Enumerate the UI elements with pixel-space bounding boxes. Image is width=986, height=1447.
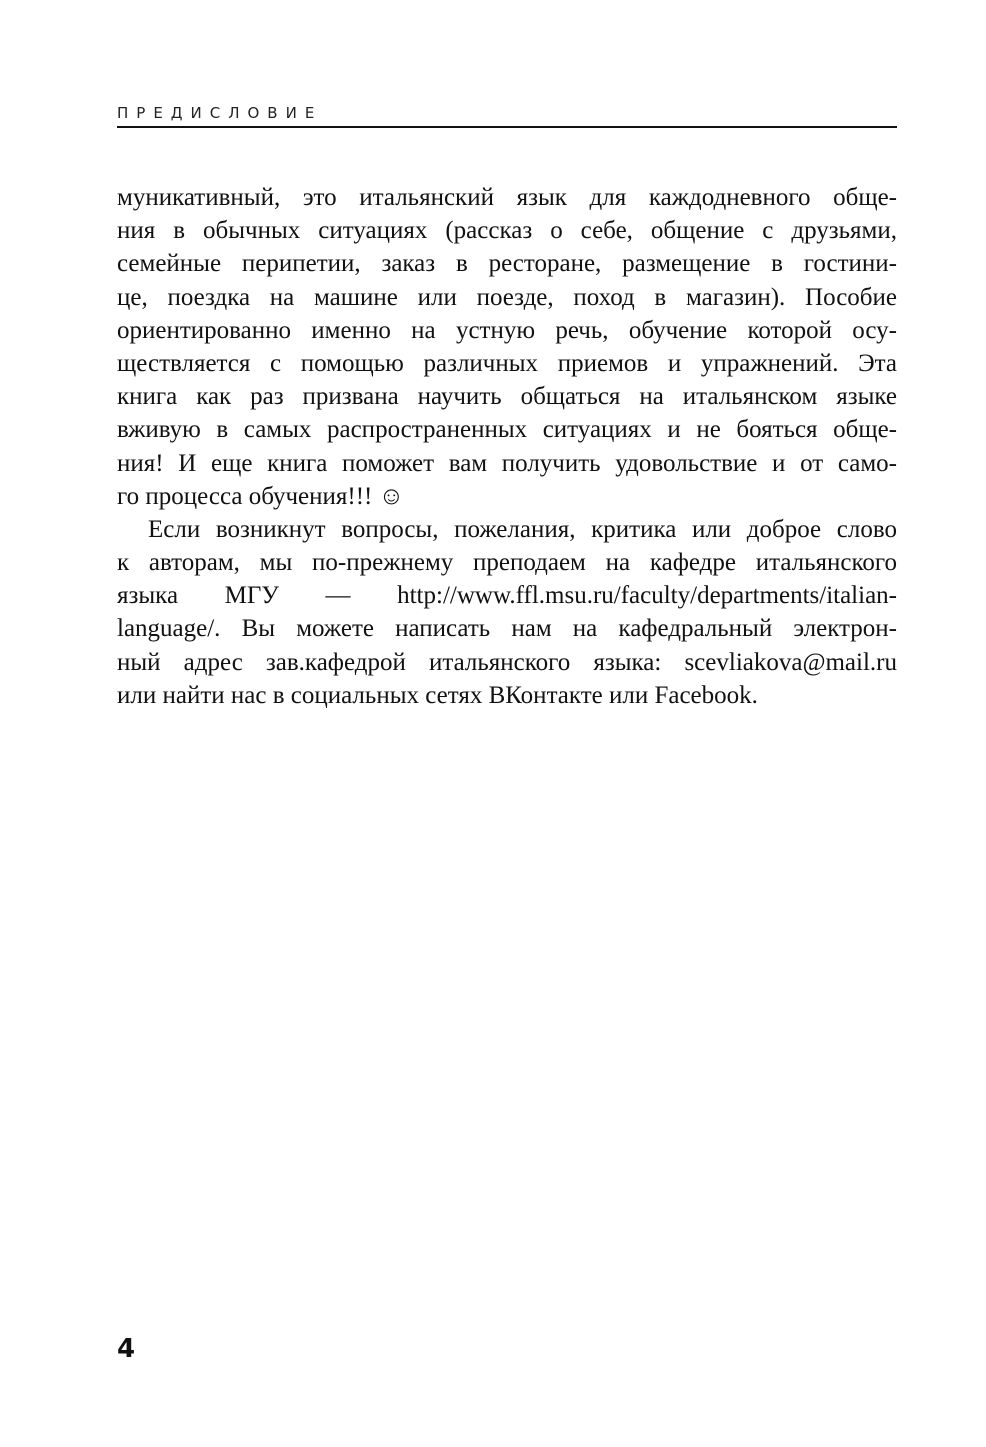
text-line: ориентированно именно на устную речь, обучение которой осу- bbox=[117, 316, 897, 344]
text-line: к авторам, мы по-прежнему преподаем на кафедре итальянского bbox=[117, 549, 897, 577]
text-line: Если возникнут вопросы, пожелания, критика или доброе слово bbox=[148, 515, 897, 543]
text-line: или найти нас в социальных сетях ВКонтакте или Facebook. bbox=[117, 681, 758, 709]
text-line: ный адрес зав.кафедрой итальянского языка: scevliakova@mail.ru bbox=[117, 648, 897, 676]
paragraph-1 bbox=[117, 181, 897, 513]
body-text bbox=[117, 181, 897, 712]
page-number: 4 bbox=[117, 1334, 136, 1364]
text-line: це, поездка на машине или поезде, поход в магазин). Пособие bbox=[117, 283, 897, 311]
text-line: вживую в самых распространенных ситуациях и не бояться обще- bbox=[117, 416, 897, 444]
text-line: language/. Вы можете написать нам на кафедральный электрон- bbox=[117, 615, 897, 643]
text-line: го процесса обучения!!! ☺ bbox=[117, 482, 405, 510]
text-line: языка МГУ — http://www.ffl.msu.ru/faculty/departments/italian- bbox=[117, 582, 897, 610]
text-line: ния! И еще книга поможет вам получить удовольствие и от само- bbox=[117, 449, 897, 477]
text-line: ния в обычных ситуациях (рассказ о себе, общение с друзьями, bbox=[117, 217, 897, 245]
text-line: ществляется с помощью различных приемов и упражнений. Эта bbox=[117, 349, 897, 377]
text-line: книга как раз призвана научить общаться на итальянском языке bbox=[117, 383, 897, 411]
paragraph-2 bbox=[117, 513, 897, 712]
running-header-title: ПРЕДИСЛОВИЕ bbox=[117, 104, 323, 122]
text-line: муникативный, это итальянский язык для каждодневного обще- bbox=[117, 184, 897, 211]
header-rule bbox=[117, 126, 897, 128]
text-line: семейные перипетии, заказ в ресторане, размещение в гостини- bbox=[117, 250, 897, 278]
